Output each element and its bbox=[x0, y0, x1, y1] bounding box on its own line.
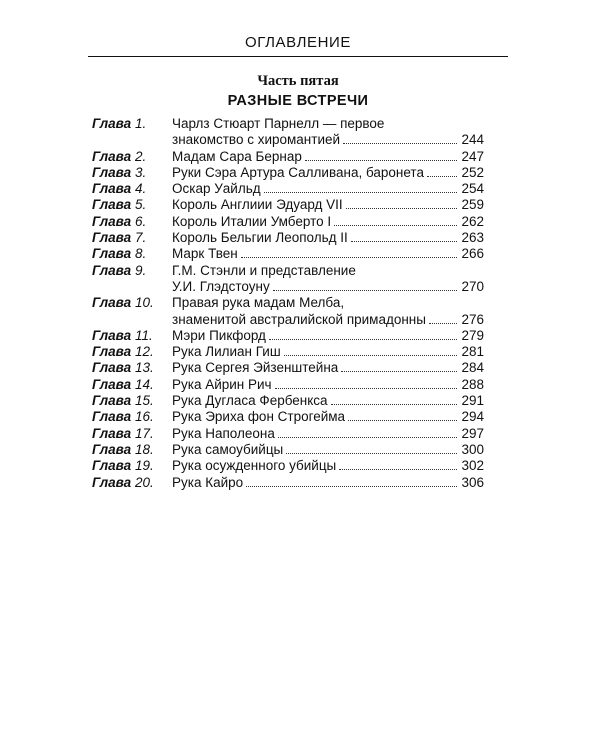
page-number: 281 bbox=[461, 344, 484, 360]
toc-entry bbox=[92, 328, 484, 344]
toc-entry-line bbox=[92, 295, 484, 311]
chapter-label bbox=[92, 328, 172, 344]
dot-leader bbox=[241, 257, 457, 258]
chapter-label bbox=[92, 295, 172, 311]
dot-leader bbox=[429, 323, 457, 324]
chapter-title: Рука Наполеона bbox=[172, 425, 275, 441]
page-number: 270 bbox=[461, 278, 484, 294]
page-number: 294 bbox=[461, 409, 484, 425]
chapter-word: Глава bbox=[92, 181, 132, 197]
dot-leader bbox=[343, 143, 457, 144]
chapter-label bbox=[92, 230, 172, 246]
dot-leader bbox=[246, 486, 457, 487]
dot-leader bbox=[331, 404, 457, 405]
chapter-label bbox=[92, 165, 172, 181]
chapter-number: 11. bbox=[134, 327, 153, 343]
toc-entry bbox=[92, 475, 484, 491]
page-number: 291 bbox=[461, 393, 484, 409]
toc-entry bbox=[92, 360, 484, 376]
toc-entry-line bbox=[92, 263, 484, 279]
chapter-word: Глава bbox=[92, 474, 132, 490]
page-number: 284 bbox=[461, 360, 484, 376]
page-number: 306 bbox=[461, 474, 484, 490]
table-of-contents bbox=[92, 116, 484, 491]
chapter-title: У.И. Глэдстоуну bbox=[172, 278, 270, 294]
toc-entry bbox=[92, 393, 484, 409]
dot-leader bbox=[427, 176, 457, 177]
chapter-number: 8. bbox=[134, 246, 147, 262]
chapter-number: 9. bbox=[134, 262, 147, 278]
chapter-label bbox=[92, 214, 172, 230]
chapter-label bbox=[92, 360, 172, 376]
toc-entry bbox=[92, 442, 484, 458]
chapter-word: Глава bbox=[92, 360, 132, 376]
chapter-word: Глава bbox=[92, 262, 132, 278]
toc-entry bbox=[92, 197, 484, 213]
toc-entry bbox=[92, 214, 484, 230]
chapter-word: Глава bbox=[92, 409, 132, 425]
toc-entry bbox=[92, 149, 484, 165]
chapter-label bbox=[92, 393, 172, 409]
dot-leader bbox=[346, 208, 457, 209]
chapter-label bbox=[92, 246, 172, 262]
chapter-word: Глава bbox=[92, 376, 132, 392]
chapter-title: Рука Кайро bbox=[172, 474, 244, 490]
chapter-number: 2. bbox=[134, 148, 147, 164]
chapter-title: Руки Сэра Артура Салливана, баронета bbox=[172, 164, 424, 180]
page-number: 247 bbox=[461, 148, 484, 164]
chapter-label bbox=[92, 475, 172, 491]
chapter-title-line1: Чарлз Стюарт Парнелл — первое bbox=[172, 116, 385, 131]
chapter-word: Глава bbox=[92, 246, 132, 262]
chapter-label bbox=[92, 426, 172, 442]
chapter-title: Мэри Пикфорд bbox=[172, 327, 266, 343]
chapter-label bbox=[92, 377, 172, 393]
chapter-word: Глава bbox=[92, 425, 132, 441]
toc-entry bbox=[92, 377, 484, 393]
page-number: 279 bbox=[461, 327, 484, 343]
chapter-title: знакомство с хиромантией bbox=[172, 132, 341, 148]
chapter-word: Глава bbox=[92, 230, 132, 246]
chapter-word: Глава bbox=[92, 213, 132, 229]
chapter-number: 15. bbox=[134, 393, 154, 409]
chapter-label bbox=[92, 149, 172, 165]
dot-leader bbox=[305, 160, 457, 161]
chapter-title: Марк Твен bbox=[172, 246, 238, 262]
chapter-number: 1. bbox=[134, 116, 147, 131]
chapter-number: 16. bbox=[134, 409, 154, 425]
dot-leader bbox=[264, 192, 457, 193]
chapter-title: знаменитой австралийской примадонны bbox=[172, 311, 426, 327]
chapter-title: Рука самоубийцы bbox=[172, 441, 284, 457]
toc-entry bbox=[92, 344, 484, 360]
chapter-word: Глава bbox=[92, 164, 132, 180]
chapter-label bbox=[92, 181, 172, 197]
chapter-number: 5. bbox=[134, 197, 147, 213]
chapter-word: Глава bbox=[92, 197, 132, 213]
page-number: 244 bbox=[461, 132, 484, 148]
chapter-number: 17. bbox=[134, 425, 154, 441]
page-number: 263 bbox=[461, 230, 484, 246]
chapter-number: 13. bbox=[134, 360, 154, 376]
chapter-label bbox=[92, 458, 172, 474]
chapter-title: Рука Дугласа Фербенкса bbox=[172, 393, 328, 409]
chapter-title: Рука Эриха фон Строгейма bbox=[172, 409, 346, 425]
page-number: 276 bbox=[461, 311, 484, 327]
chapter-number: 3. bbox=[134, 164, 147, 180]
chapter-title: Король Италии Умберто I bbox=[172, 213, 332, 229]
chapter-label bbox=[92, 442, 172, 458]
toc-entry bbox=[92, 426, 484, 442]
dot-leader bbox=[275, 388, 457, 389]
dot-leader bbox=[348, 420, 457, 421]
chapter-word: Глава bbox=[92, 393, 132, 409]
dot-leader bbox=[351, 241, 457, 242]
page-number: 302 bbox=[461, 458, 484, 474]
part-title: РАЗНЫЕ ВСТРЕЧИ bbox=[227, 93, 369, 109]
chapter-title: Рука осужденного убийцы bbox=[172, 458, 337, 474]
running-header: ОГЛАВЛЕНИЕ bbox=[244, 34, 352, 51]
chapter-word: Глава bbox=[92, 441, 132, 457]
dot-leader bbox=[269, 339, 457, 340]
chapter-number: 19. bbox=[134, 458, 154, 474]
chapter-title: Король Бельгии Леопольд II bbox=[172, 230, 348, 246]
dot-leader bbox=[278, 437, 457, 438]
page-number: 288 bbox=[461, 376, 484, 392]
chapter-word: Глава bbox=[92, 148, 132, 164]
chapter-label bbox=[92, 409, 172, 425]
chapter-word: Глава bbox=[92, 116, 132, 131]
chapter-title: Оскар Уайльд bbox=[172, 181, 261, 197]
chapter-number: 14. bbox=[134, 376, 154, 392]
chapter-number: 12. bbox=[134, 344, 154, 360]
chapter-title: Рука Сергея Эйзенштейна bbox=[172, 360, 339, 376]
page-number: 259 bbox=[461, 197, 484, 213]
toc-entry-line bbox=[92, 116, 484, 132]
toc-entry bbox=[92, 246, 484, 262]
page-number: 262 bbox=[461, 213, 484, 229]
toc-entry bbox=[92, 132, 484, 148]
toc-entry bbox=[92, 458, 484, 474]
chapter-title: Рука Айрин Рич bbox=[172, 376, 272, 392]
chapter-label bbox=[92, 263, 172, 279]
dot-leader bbox=[286, 453, 457, 454]
dot-leader bbox=[334, 225, 457, 226]
chapter-label bbox=[92, 344, 172, 360]
chapter-title: Мадам Сара Бернар bbox=[172, 148, 302, 164]
chapter-number: 18. bbox=[134, 441, 154, 457]
chapter-number: 4. bbox=[134, 181, 147, 197]
toc-entry bbox=[92, 181, 484, 197]
dot-leader bbox=[273, 290, 457, 291]
dot-leader bbox=[284, 355, 457, 356]
chapter-label bbox=[92, 197, 172, 213]
chapter-title: Рука Лилиан Гиш bbox=[172, 344, 281, 360]
header-rule bbox=[88, 56, 508, 57]
part-label: Часть пятая bbox=[257, 73, 339, 89]
chapter-title: Король Англиии Эдуард VII bbox=[172, 197, 343, 213]
chapter-title-line1: Правая рука мадам Мелба, bbox=[172, 295, 345, 311]
dot-leader bbox=[339, 469, 457, 470]
toc-entry bbox=[92, 312, 484, 328]
toc-entry bbox=[92, 409, 484, 425]
page-number: 252 bbox=[461, 164, 484, 180]
page-number: 300 bbox=[461, 441, 484, 457]
chapter-word: Глава bbox=[92, 344, 132, 360]
chapter-number: 20. bbox=[134, 474, 154, 490]
chapter-number: 7. bbox=[134, 230, 147, 246]
toc-entry bbox=[92, 165, 484, 181]
toc-entry bbox=[92, 230, 484, 246]
chapter-word: Глава bbox=[92, 327, 132, 343]
chapter-number: 6. bbox=[134, 213, 147, 229]
toc-entry bbox=[92, 279, 484, 295]
dot-leader bbox=[341, 371, 457, 372]
page-number: 266 bbox=[461, 246, 484, 262]
chapter-label bbox=[92, 116, 172, 132]
page-number: 297 bbox=[461, 425, 484, 441]
page-number: 254 bbox=[461, 181, 484, 197]
chapter-title-line1: Г.М. Стэнли и представление bbox=[172, 262, 356, 278]
chapter-number: 10. bbox=[134, 295, 154, 311]
chapter-word: Глава bbox=[92, 295, 132, 311]
chapter-word: Глава bbox=[92, 458, 132, 474]
